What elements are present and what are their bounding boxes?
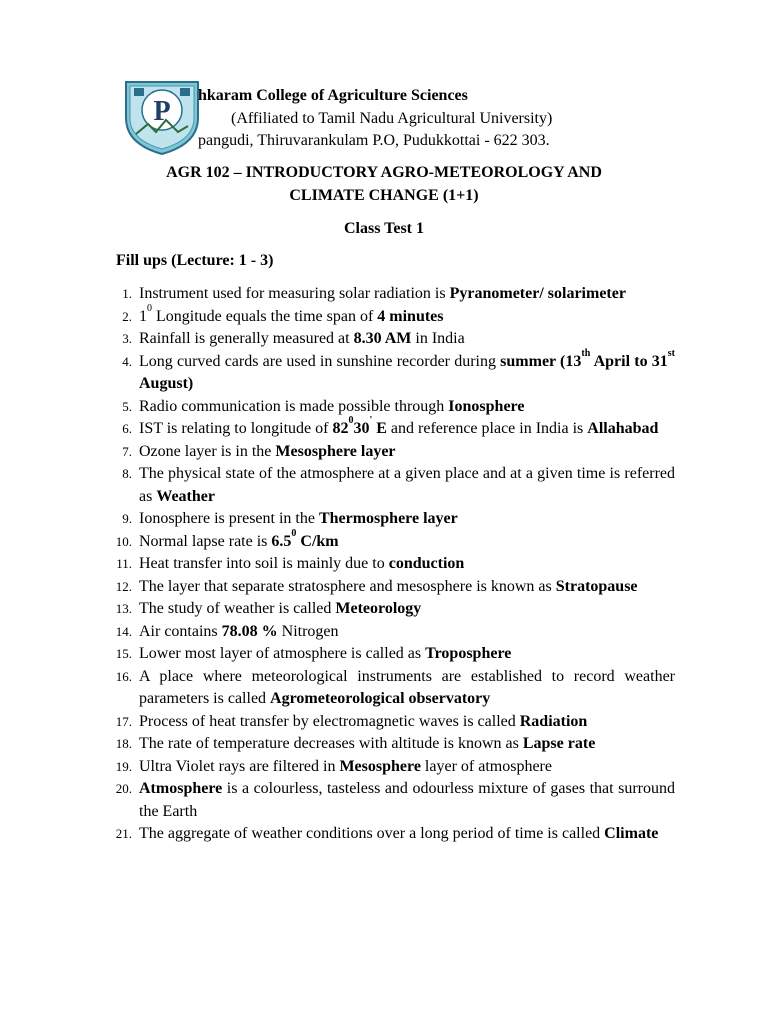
course-title-line-2: CLIMATE CHANGE (1+1)	[289, 187, 479, 204]
question-item	[0, 347, 768, 396]
question-text	[139, 415, 675, 441]
question-text-part: A place where meteorological instruments are established to record weather parameters is called	[139, 667, 675, 707]
answer-superscript-wrap	[581, 347, 591, 370]
answer-text: Weather	[156, 487, 215, 505]
question-item	[0, 666, 768, 711]
question-text	[139, 508, 675, 531]
question-text-part: IST is relating to longitude of	[139, 420, 333, 437]
question-list	[0, 283, 768, 846]
answer-text: Pyranometer/ solarimeter	[449, 285, 626, 302]
question-text-part: Ozone layer is in the	[139, 442, 276, 460]
question-text	[139, 302, 675, 329]
question-number: 3.	[122, 331, 132, 346]
question-number: 5.	[122, 398, 132, 414]
question-text	[139, 576, 675, 599]
question-text-part: and reference place in India is	[386, 420, 588, 437]
answer-superscript: 0	[291, 527, 297, 539]
question-item	[0, 527, 768, 554]
answer-text: August)	[139, 375, 194, 392]
question-text-part: The rate of temperature decreases with altitude is known as	[139, 735, 523, 752]
question-item	[0, 396, 768, 419]
question-number: 16.	[115, 668, 132, 684]
college-address: pangudi, Thiruvarankulam P.O, Pudukkottai - 622 303.	[198, 132, 550, 149]
question-number: 17.	[115, 713, 132, 729]
question-text-part: Ultra Violet rays are filtered in	[139, 757, 340, 775]
question-number: 2.	[122, 308, 132, 324]
question-text	[139, 778, 675, 823]
question-text-part: The physical state of the atmosphere at a given place and at a given time is referred as	[139, 465, 675, 505]
question-item	[0, 302, 768, 329]
question-text-part: Ionosphere is present in the	[139, 510, 319, 527]
question-text-part: Instrument used for measuring solar radiation is	[139, 285, 450, 302]
question-item	[0, 508, 768, 531]
question-text	[139, 347, 675, 396]
answer-superscript: 0	[348, 415, 354, 426]
answer-superscript: st	[667, 347, 675, 359]
question-text-part: Lower most layer of atmosphere is called as	[139, 645, 426, 662]
question-text-part: The aggregate of weather conditions over a long period of time is called	[139, 825, 605, 842]
question-text	[139, 463, 675, 508]
question-text	[139, 396, 675, 419]
question-text-part: is a colourless, tasteless and odourless mixture of gases that surround the Earth	[139, 780, 675, 820]
question-text-part: Heat transfer into soil is mainly due to	[139, 555, 389, 572]
answer-superscript: '	[369, 415, 373, 426]
question-text-part: Long curved cards are used in sunshine recorder during	[139, 352, 501, 370]
question-item	[0, 328, 768, 351]
answer-text: summer (13	[500, 352, 582, 370]
question-text	[139, 733, 675, 756]
question-number: 4.	[122, 353, 132, 369]
question-number: 14.	[115, 623, 132, 639]
answer-text: April to 31	[590, 352, 668, 370]
answer-text: Mesosphere	[339, 757, 421, 775]
question-number: 8.	[122, 466, 132, 481]
question-number: 1.	[122, 286, 132, 301]
question-text	[139, 283, 675, 306]
answer-text: conduction	[388, 555, 465, 572]
question-item	[0, 756, 768, 779]
answer-text: Troposphere	[425, 645, 512, 662]
question-text	[139, 666, 675, 711]
college-crest-logo	[120, 74, 204, 156]
question-item	[0, 415, 768, 441]
answer-text: 8.30 AM	[353, 330, 412, 347]
question-text	[139, 621, 675, 644]
question-item	[0, 621, 768, 644]
answer-text: Stratopause	[555, 577, 638, 595]
question-text-part: 1	[139, 307, 147, 325]
answer-text: Mesosphere layer	[275, 442, 396, 460]
question-item	[0, 553, 768, 576]
question-number: 13.	[115, 601, 132, 616]
question-number: 21.	[115, 826, 132, 841]
question-number: 18.	[115, 736, 132, 751]
question-text	[139, 823, 675, 846]
question-item	[0, 778, 768, 823]
question-text-part: The study of weather is called	[139, 600, 336, 617]
question-item	[0, 643, 768, 666]
answer-text: 82	[332, 420, 349, 437]
question-number: 10.	[115, 533, 132, 549]
college-name: hkaram College of Agriculture Sciences	[198, 87, 468, 104]
question-item	[0, 598, 768, 621]
question-item	[0, 576, 768, 599]
answer-text: E	[372, 420, 387, 437]
question-item	[0, 463, 768, 508]
question-text	[139, 441, 675, 464]
college-affiliation: (Affiliated to Tamil Nadu Agricultural University)	[231, 110, 553, 127]
question-text	[139, 527, 675, 554]
question-text-part: layer of atmosphere	[420, 757, 552, 775]
answer-text: Radiation	[519, 712, 588, 730]
answer-text: C/km	[296, 532, 339, 550]
question-text	[139, 598, 675, 621]
superscript: 0	[147, 302, 152, 314]
question-text	[139, 711, 675, 734]
question-item	[0, 823, 768, 846]
question-number: 6.	[122, 421, 132, 436]
answer-text: 4 minutes	[377, 307, 444, 325]
answer-text: Lapse rate	[522, 735, 596, 752]
question-text-part: Radio communication is made possible through	[139, 397, 449, 415]
question-text-part: Rainfall is generally measured at	[139, 330, 354, 347]
question-number: 20.	[115, 781, 132, 796]
question-item	[0, 283, 768, 306]
answer-text: 78.08 %	[221, 622, 278, 640]
question-item	[0, 711, 768, 734]
question-number: 9.	[122, 511, 132, 526]
question-text-part: Process of heat transfer by electromagnetic waves is called	[139, 712, 520, 730]
question-number: 7.	[122, 443, 132, 459]
question-text-part: Nitrogen	[277, 622, 339, 640]
answer-text: Climate	[604, 825, 659, 842]
answer-text: Ionosphere	[448, 397, 525, 415]
logo-letter: P	[153, 96, 171, 127]
question-number: 12.	[115, 578, 132, 594]
question-text	[139, 553, 675, 576]
answer-text: Meteorology	[335, 600, 422, 617]
question-item	[0, 441, 768, 464]
question-number: 19.	[115, 758, 132, 774]
answer-text: Atmosphere	[139, 780, 223, 797]
question-text-part: Normal lapse rate is	[139, 532, 272, 550]
answer-text: 30	[353, 420, 370, 437]
question-text	[139, 756, 675, 779]
answer-text: Thermosphere layer	[318, 510, 458, 527]
question-text-part: The layer that separate stratosphere and mesosphere is known as	[139, 577, 556, 595]
answer-text: Allahabad	[587, 420, 659, 437]
answer-text: Agrometeorological observatory	[270, 690, 491, 707]
question-number: 15.	[115, 646, 132, 661]
question-text-part: Longitude equals the time span of	[152, 307, 378, 325]
answer-superscript-wrap	[667, 347, 675, 370]
question-number: 11.	[116, 556, 132, 571]
answer-text: 6.5	[271, 532, 292, 550]
section-heading: Fill ups (Lecture: 1 - 3)	[116, 252, 274, 269]
course-title-line-1: AGR 102 – INTRODUCTORY AGRO-METEOROLOGY AND	[166, 164, 602, 181]
test-title: Class Test 1	[343, 220, 425, 237]
question-text-part: Air contains	[139, 622, 222, 640]
question-text	[139, 328, 675, 351]
question-text-part: in India	[411, 330, 465, 347]
question-text	[139, 643, 675, 666]
answer-superscript: th	[581, 347, 591, 359]
question-item	[0, 733, 768, 756]
